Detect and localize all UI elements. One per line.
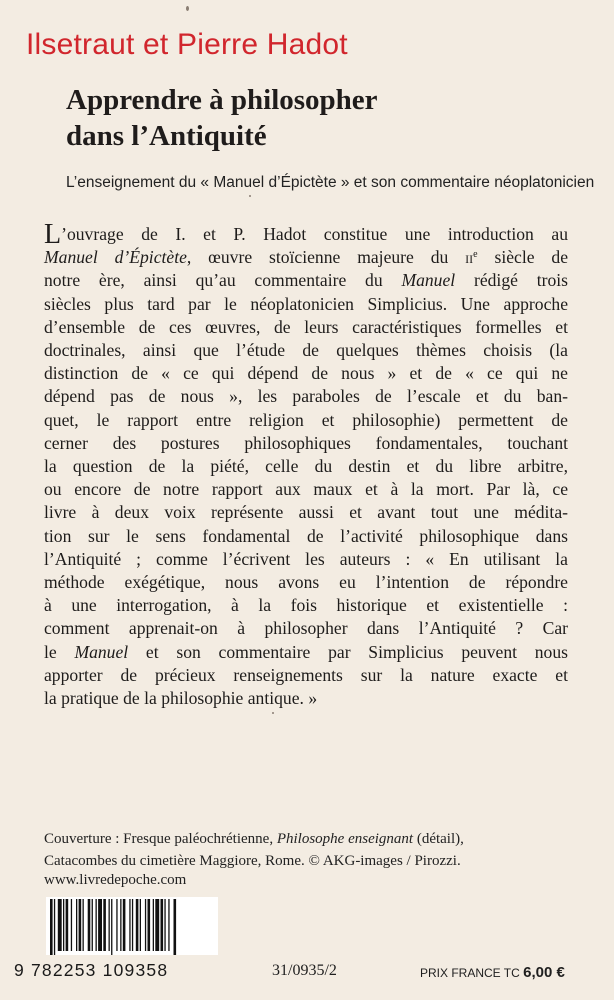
price-value: 6,00 €	[523, 964, 565, 981]
credit-line: Couverture : Fresque paléochrétienne, Philosophe enseignant (détail),	[44, 831, 464, 847]
barcode-bar	[132, 899, 133, 951]
barcode-bars-icon	[46, 897, 218, 955]
barcode-bar	[98, 899, 102, 951]
cover-credit	[44, 828, 604, 872]
barcode-bar	[168, 899, 169, 951]
blurb-line: siècles plus tard par le néoplatonicien Simplicius. Une approche	[44, 293, 568, 314]
barcode-bar	[63, 899, 64, 951]
barcode-bar	[145, 899, 146, 951]
barcode-bar	[50, 899, 53, 955]
drop-cap: L	[44, 219, 62, 250]
barcode-bar	[164, 899, 165, 951]
barcode-bar	[153, 899, 154, 951]
barcode-bar	[92, 899, 93, 951]
barcode-bar	[88, 899, 91, 951]
blurb-line: comment apprenait-on à philosopher dans l’Antiquité ? Car	[44, 618, 568, 639]
blurb-line: tion sur le sens fondamental de l’activité philosophique dans	[44, 525, 568, 546]
isbn-digits: 9 782253 109358	[14, 960, 169, 980]
blurb-line: le Manuel et son commentaire par Simplicius peuvent nous	[44, 641, 568, 662]
blurb-line: cerner des postures philosophiques fondamentales, touchant	[44, 432, 568, 453]
barcode-bar	[79, 899, 82, 951]
scan-speck	[249, 195, 251, 197]
reference-number: 31/0935/2	[272, 962, 337, 979]
blurb-line: d’ensemble de ces œuvres, de leurs caractéristiques formelles et	[44, 316, 568, 337]
barcode-bar	[66, 899, 69, 951]
barcode-bar	[155, 899, 159, 951]
blurb-line: la pratique de la philosophie antique. »	[44, 688, 318, 709]
title-line-1: Apprendre à philosopher	[66, 84, 378, 116]
blurb-line: L’ouvrage de I. et P. Hadot constitue une introduction au	[44, 219, 568, 250]
blurb-line: la question de la piété, celle du destin et du libre arbitre,	[44, 456, 568, 477]
barcode-bar	[129, 899, 130, 951]
barcode-bar	[116, 899, 117, 951]
blurb-line: méthode exégétique, nous avons eu l’intention de répondre	[44, 572, 568, 593]
blurb-line: ou encore de notre rapport aux maux et à la mort. Par là, ce	[44, 479, 568, 500]
blurb-line: quet, le rapport entre religion et philosophie) permettent de	[44, 409, 568, 430]
barcode-bar	[76, 899, 77, 951]
price	[420, 964, 565, 981]
scan-speck	[186, 6, 189, 11]
authors: Ilsetraut et Pierre Hadot	[26, 28, 348, 61]
title-line-2: dans l’Antiquité	[66, 120, 267, 152]
barcode-bar	[120, 899, 121, 951]
blurb-line: à une interrogation, à la fois historique et existentielle :	[44, 595, 568, 616]
blurb	[44, 219, 569, 710]
blurb-line: l’Antiquité ; comme l’écrivent les auteurs : « En utilisant la	[44, 548, 568, 569]
blurb-line: apporter de précieux renseignements sur la nature exacte et	[44, 664, 568, 685]
barcode-bar	[140, 899, 141, 951]
barcode-bar	[161, 899, 164, 951]
barcode-bar	[174, 899, 177, 955]
barcode-bar	[148, 899, 151, 951]
credit-line: Catacombes du cimetière Maggiore, Rome. © AKG-images / Pirozzi.	[44, 853, 461, 869]
barcode-bar	[123, 899, 126, 951]
blurb-line: notre ère, ainsi qu’au commentaire du Manuel rédigé trois	[44, 270, 568, 291]
barcode-bar	[83, 899, 84, 951]
barcode-bar	[136, 899, 139, 951]
barcode-bar	[103, 899, 106, 951]
publisher-website: www.livredepoche.com	[44, 872, 187, 888]
barcode-bar	[71, 899, 72, 951]
barcode-bar	[58, 899, 62, 951]
blurb-line: Manuel d’Épictète, œuvre stoïcienne majeure du $ii^e$ siècle de	[44, 247, 569, 268]
blurb-line: distinction de « ce qui dépend de nous » et de « ce qui ne	[44, 363, 568, 384]
barcode-bar	[54, 899, 55, 955]
blurb-line: livre à deux voix représente aussi et avant tout une médita-	[44, 502, 568, 523]
barcode-bar	[111, 899, 112, 955]
blurb-line: dépend pas de nous », les paraboles de l’escale et du ban-	[44, 386, 568, 407]
barcode-bar	[96, 899, 97, 951]
scan-speck	[272, 712, 274, 714]
book-title	[66, 82, 378, 154]
blurb-line: doctrinales, ainsi que l’étude de quelques thèmes choisis (la	[44, 340, 568, 361]
barcode-bar	[109, 899, 110, 951]
price-label: PRIX FRANCE TC	[420, 966, 520, 980]
barcode	[46, 897, 218, 955]
subtitle: L’enseignement du « Manuel d’Épictète » et son commentaire néoplatonicien	[66, 174, 595, 191]
